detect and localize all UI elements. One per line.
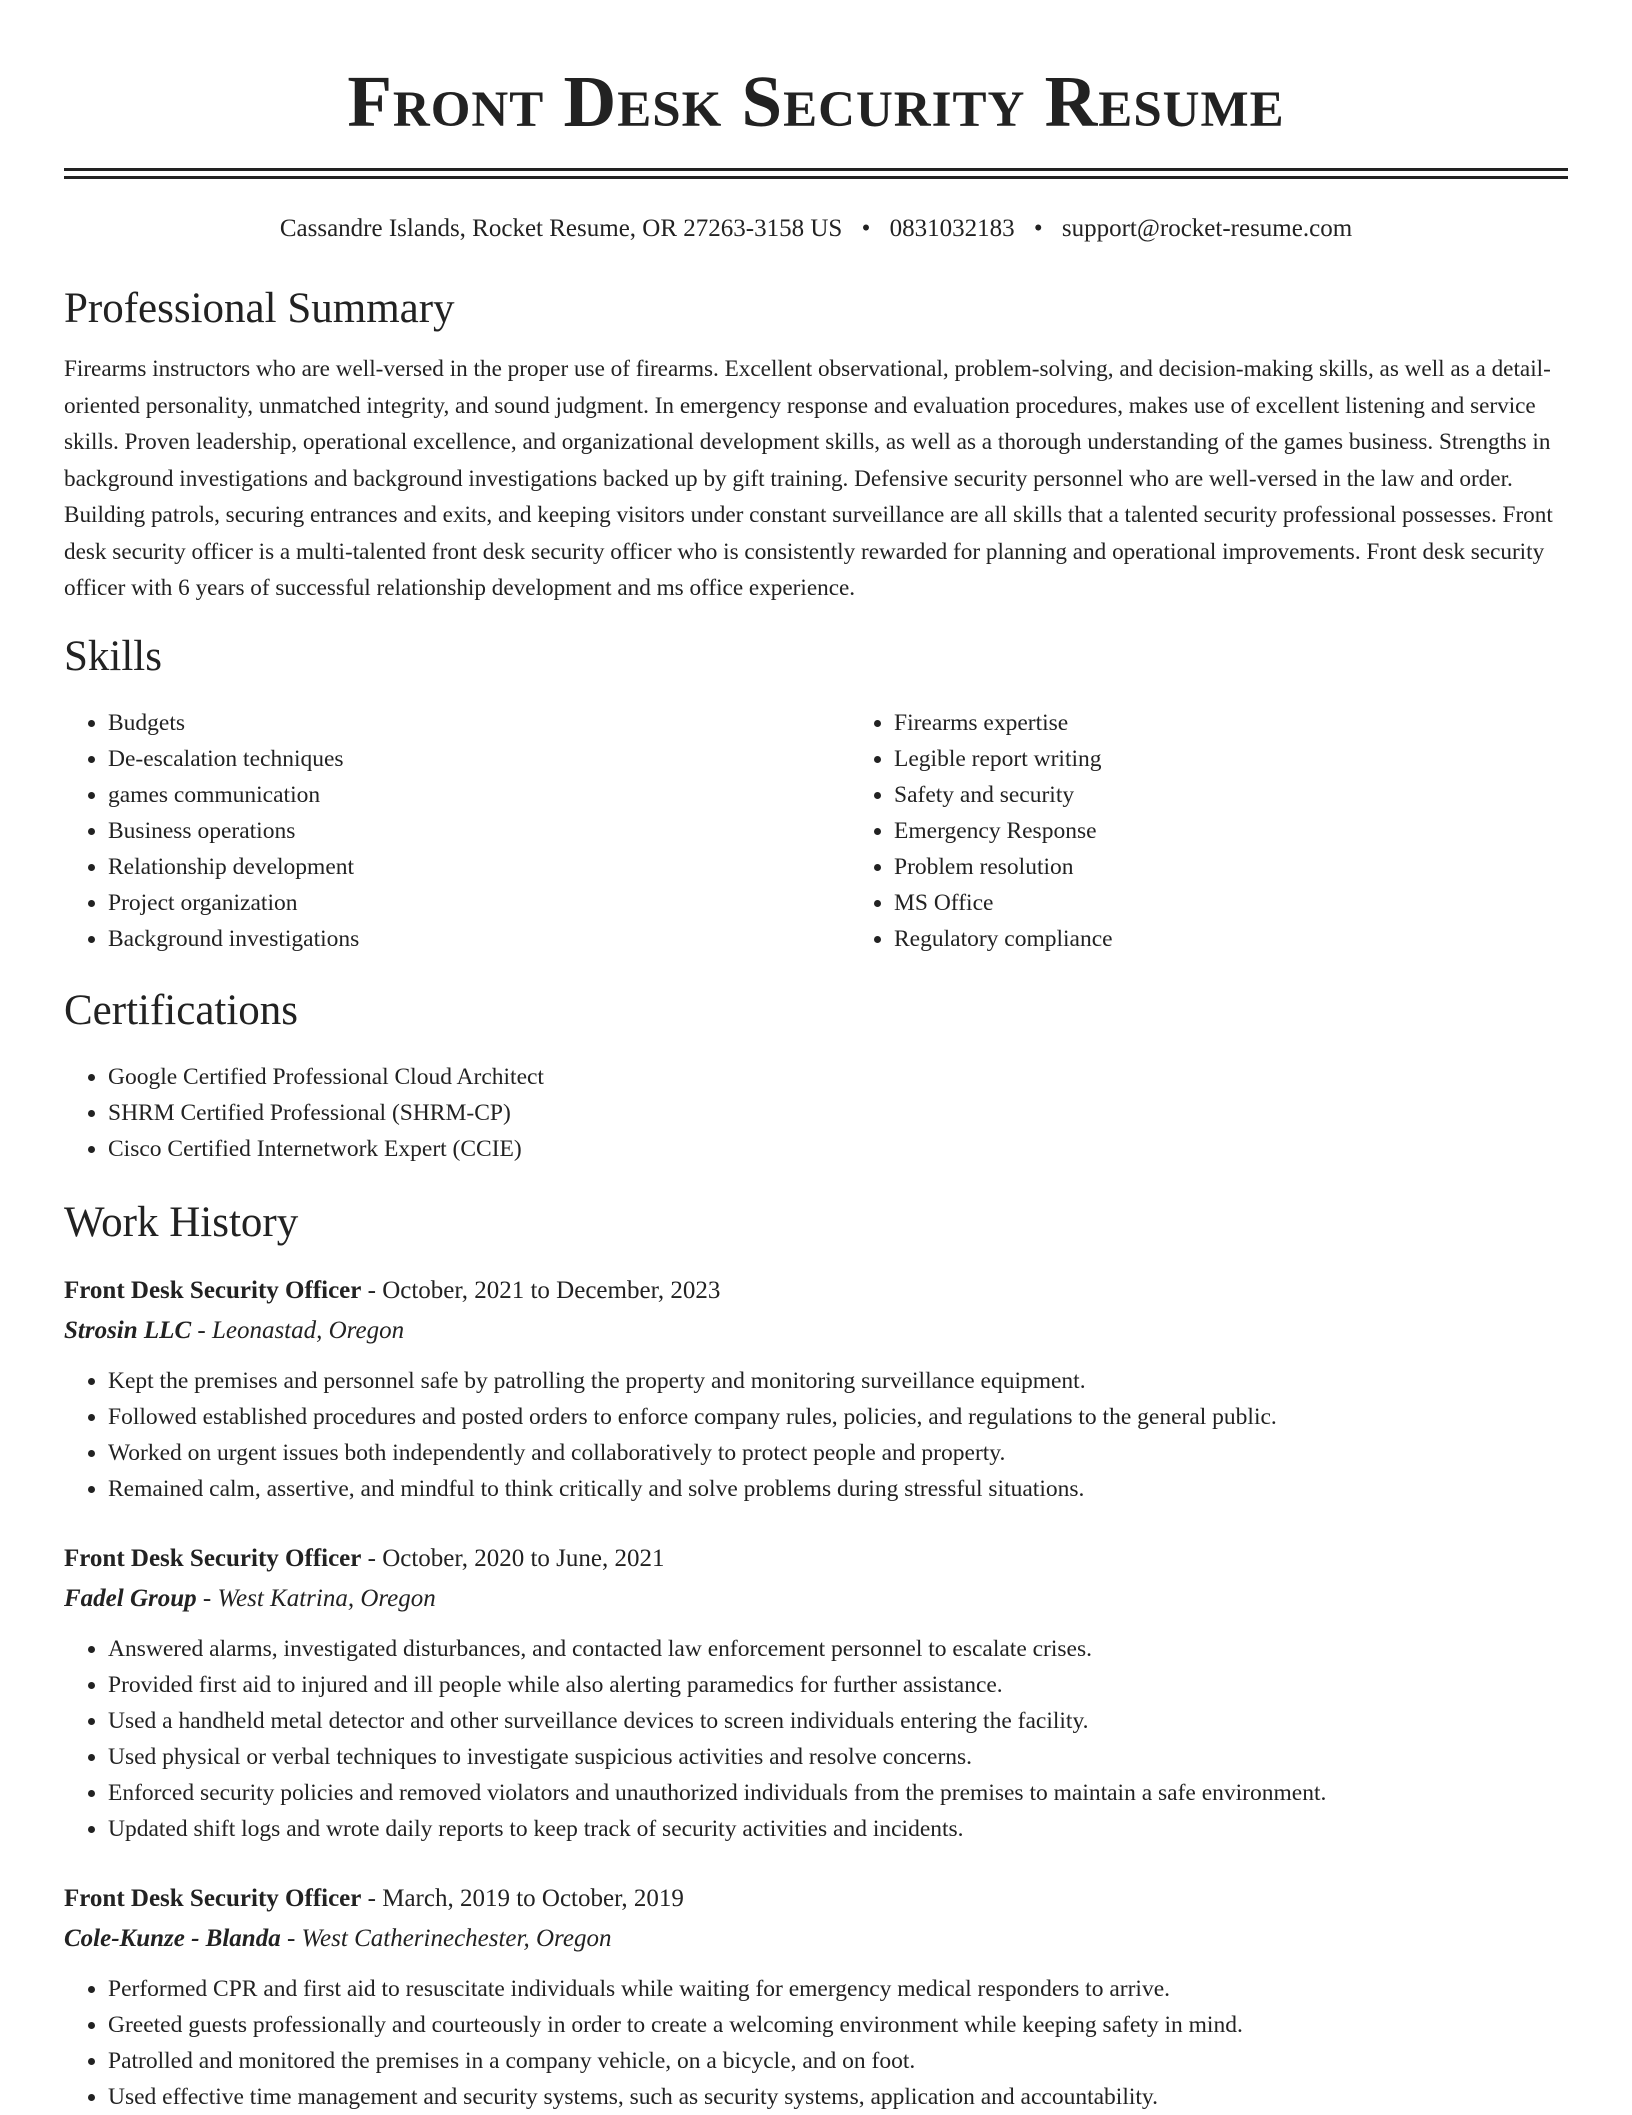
job-company: Strosin LLC [64, 1316, 192, 1344]
job-title: Front Desk Security Officer [64, 1544, 362, 1572]
job-company-line [64, 1581, 1568, 1617]
job-entry [64, 1273, 1568, 1507]
certification-item: • SHRM Certified Professional (SHRM-CP) [108, 1095, 1568, 1131]
job-dates: - October, 2021 to December, 2023 [361, 1276, 721, 1304]
skills-list-right [850, 705, 1632, 957]
certification-item: • Cisco Certified Internetwork Expert (CCIE) [108, 1131, 1568, 1167]
duty-item: • Used a handheld metal detector and other surveillance devices to screen individuals entering the facility. [108, 1703, 1568, 1739]
skill-item: • Regulatory compliance [894, 921, 1632, 957]
skills-heading: Skills [64, 632, 162, 680]
skill-item: • Budgets [108, 705, 850, 741]
job-title-line [64, 1273, 1568, 1309]
skill-item: • Background investigations [108, 921, 850, 957]
summary-heading: Professional Summary [64, 285, 455, 332]
contact-address: Cassandre Islands, Rocket Resume, OR 27263-3158 US [279, 215, 843, 242]
resume-title: Front Desk Security Resume [347, 61, 1285, 142]
skill-item: • Emergency Response [894, 813, 1632, 849]
skill-item: • Business operations [108, 813, 850, 849]
contact-separator: • [861, 215, 871, 242]
duty-item: • Provided first aid to injured and ill people while also alerting paramedics for further assistance. [108, 1667, 1568, 1703]
duty-item: • Patrolled and monitored the premises in a company vehicle, on a bicycle, and on foot. [108, 2043, 1568, 2079]
job-duties-list [64, 1971, 1568, 2115]
contact-separator: • [1033, 215, 1043, 242]
skill-item: • Firearms expertise [894, 705, 1632, 741]
skill-item: • De-escalation techniques [108, 741, 850, 777]
duty-item: • Updated shift logs and wrote daily reports to keep track of security activities and incidents. [108, 1811, 1568, 1847]
duty-item: • Used physical or verbal techniques to investigate suspicious activities and resolve concerns. [108, 1739, 1568, 1775]
certification-item: • Google Certified Professional Cloud Architect [108, 1059, 1568, 1095]
job-dates: - March, 2019 to October, 2019 [361, 1884, 684, 1912]
duty-item: • Kept the premises and personnel safe by patrolling the property and monitoring surveillance equipment. [108, 1363, 1568, 1399]
job-location: - West Catherinechester, Oregon [280, 1924, 612, 1952]
skill-item: • Safety and security [894, 777, 1632, 813]
resume-page [64, 0, 1568, 2115]
summary-text: Firearms instructors who are well-versed in the proper use of firearms. Excellent observational, problem-solving, and decision-making skills, as well as a detail-oriented personality, unmatched integrity, and sound judgment. In emergency response and evaluation procedures, makes use of excellent listening and service skills. Proven leadership, operational excellence, and organizational development skills, as well as a thorough understanding of the games business. Strengths in background investigations and background investigations backed up by gift training. Defensive security personnel who are well-versed in the law and order. Building patrols, securing entrances and exits, and keeping visitors under constant surveillance are all skills that a talented security professional possesses. Front desk security officer is a multi-talented front desk security officer who is consistently rewarded for planning and operational improvements. Front desk security officer with 6 years of successful relationship development and ms office experience. [64, 356, 1553, 601]
job-dates: - October, 2020 to June, 2021 [361, 1544, 665, 1572]
skill-item: • MS Office [894, 885, 1632, 921]
duty-item: • Answered alarms, investigated disturbances, and contacted law enforcement personnel to escalate crises. [108, 1631, 1568, 1667]
contact-phone: 0831032183 [889, 215, 1015, 242]
job-duties-list [64, 1631, 1568, 1847]
contact-email: support@rocket-resume.com [1061, 215, 1353, 242]
skill-item: • games communication [108, 777, 850, 813]
skills-columns [64, 705, 1568, 957]
duty-item: • Followed established procedures and posted orders to enforce company rules, policies, and regulations to the general public. [108, 1399, 1568, 1435]
job-location: - Leonastad, Oregon [191, 1316, 405, 1344]
duty-item: • Remained calm, assertive, and mindful to think critically and solve problems during stressful situations. [108, 1471, 1568, 1507]
job-location: - West Katrina, Oregon [196, 1584, 436, 1612]
certifications-heading: Certifications [64, 986, 299, 1034]
job-company-line [64, 1921, 1568, 1957]
job-company: Fadel Group [64, 1584, 197, 1612]
job-company: Cole-Kunze - Blanda [64, 1924, 281, 1952]
job-title: Front Desk Security Officer [64, 1884, 362, 1912]
duty-item: • Used effective time management and security systems, such as security systems, application and accountability. [108, 2079, 1568, 2115]
job-entry [64, 1541, 1568, 1847]
certifications-list [64, 1059, 1568, 1167]
duty-item: • Performed CPR and first aid to resuscitate individuals while waiting for emergency medical responders to arrive. [108, 1971, 1568, 2007]
duty-item: • Enforced security policies and removed violators and unauthorized individuals from the premises to maintain a safe environment. [108, 1775, 1568, 1811]
skill-item: • Relationship development [108, 849, 850, 885]
duty-item: • Greeted guests professionally and courteously in order to create a welcoming environment while keeping safety in mind. [108, 2007, 1568, 2043]
title-double-rule [64, 168, 1568, 179]
skill-item: • Problem resolution [894, 849, 1632, 885]
skill-item: • Project organization [108, 885, 850, 921]
skill-item: • Legible report writing [894, 741, 1632, 777]
job-entry [64, 1881, 1568, 2115]
job-title-line [64, 1881, 1568, 1917]
contact-line [64, 213, 1568, 245]
job-title-line [64, 1541, 1568, 1577]
job-duties-list [64, 1363, 1568, 1507]
work-history-heading: Work History [64, 1198, 299, 1246]
duty-item: • Worked on urgent issues both independently and collaboratively to protect people and property. [108, 1435, 1568, 1471]
skills-list-left [64, 705, 850, 957]
job-company-line [64, 1313, 1568, 1349]
job-title: Front Desk Security Officer [64, 1276, 362, 1304]
